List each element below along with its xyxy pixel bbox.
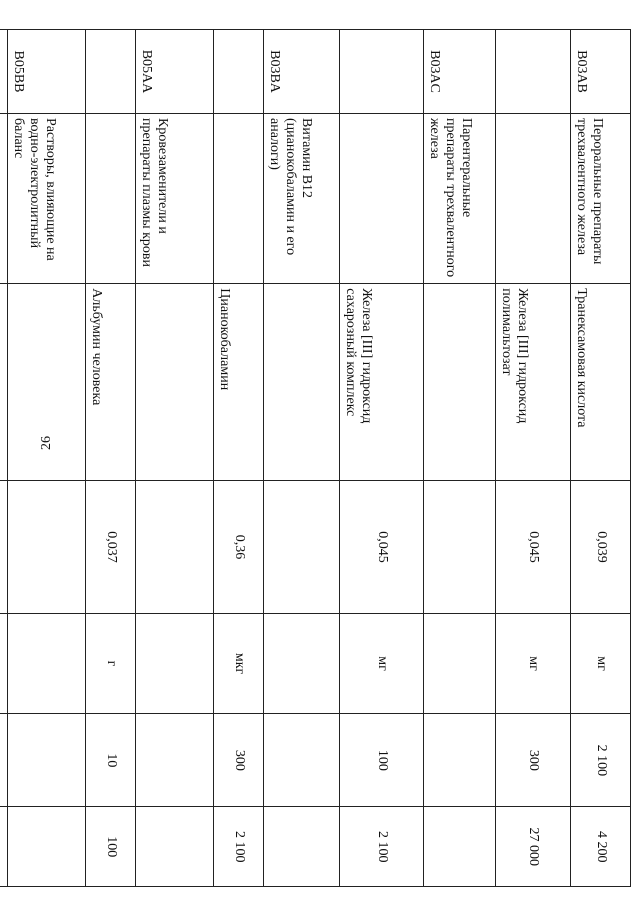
cell-group-name — [0, 114, 8, 284]
cell-daily-dose — [424, 714, 496, 807]
cell-drug-name: Железа [III] гидроксид сахарозный комплекс — [340, 284, 424, 481]
cell-daily-dose: 100 — [340, 714, 424, 807]
cell-atc-code — [214, 30, 264, 114]
cell-drug-name: Транексамовая кислота — [571, 284, 631, 481]
table-row — [340, 30, 424, 887]
table-row — [214, 30, 264, 887]
cell-unit: мг — [496, 613, 571, 714]
cell-group-name — [86, 114, 136, 284]
table-body — [0, 30, 631, 887]
cell-unit — [8, 613, 86, 714]
cell-drug-name: Цианокобаламин — [214, 284, 264, 481]
cell-unit: мг — [571, 613, 631, 714]
cell-atc-code — [0, 30, 8, 114]
table-row — [136, 30, 214, 887]
drug-table — [0, 29, 631, 887]
cell-atc-code — [86, 30, 136, 114]
cell-group-name: Растворы, влияющие на водно-электролитный баланс — [8, 114, 86, 284]
table-row — [86, 30, 136, 887]
cell-group-name: Кровезаменители и препараты плазмы крови — [136, 114, 214, 284]
cell-unit — [0, 613, 8, 714]
cell-coefficient — [136, 481, 214, 613]
cell-unit — [264, 613, 340, 714]
table-row — [571, 30, 631, 887]
cell-drug-name: Альбумин человека — [86, 284, 136, 481]
cell-course-dose: 27 000 — [496, 807, 571, 887]
cell-coefficient: 0,037 — [86, 481, 136, 613]
cell-daily-dose: 2 100 — [571, 714, 631, 807]
cell-drug-name: Железа [III] гидроксид полимальтозат — [496, 284, 571, 481]
cell-coefficient: 0,36 — [214, 481, 264, 613]
cell-atc-code: B03BA — [264, 30, 340, 114]
cell-unit: мг — [340, 613, 424, 714]
cell-daily-dose — [264, 714, 340, 807]
cell-daily-dose: 300 — [496, 714, 571, 807]
cell-coefficient: 0,039 — [571, 481, 631, 613]
cell-drug-name — [424, 284, 496, 481]
cell-unit: г — [86, 613, 136, 714]
cell-atc-code: B03AB — [571, 30, 631, 114]
cell-atc-code: B03AC — [424, 30, 496, 114]
table-row — [264, 30, 340, 887]
cell-atc-code: B05BB — [8, 30, 86, 114]
cell-course-dose: 2 100 — [340, 807, 424, 887]
cell-unit — [136, 613, 214, 714]
cell-daily-dose — [136, 714, 214, 807]
cell-course-dose — [424, 807, 496, 887]
cell-daily-dose: 300 — [214, 714, 264, 807]
table-row — [8, 30, 86, 887]
cell-daily-dose — [8, 714, 86, 807]
cell-group-name: Пероральные препараты трехвалентного железа — [571, 114, 631, 284]
cell-atc-code — [340, 30, 424, 114]
cell-coefficient — [424, 481, 496, 613]
cell-drug-name — [136, 284, 214, 481]
cell-daily-dose: 10 — [86, 714, 136, 807]
cell-course-dose — [264, 807, 340, 887]
cell-unit — [424, 613, 496, 714]
cell-course-dose: 100 — [86, 807, 136, 887]
cell-drug-name — [264, 284, 340, 481]
cell-coefficient: 0,045 — [496, 481, 571, 613]
table-row — [0, 30, 8, 887]
cell-coefficient — [0, 481, 8, 613]
cell-daily-dose — [0, 714, 8, 807]
cell-group-name — [214, 114, 264, 284]
cell-group-name: Парентеральные препараты трехвалентного железа — [424, 114, 496, 284]
page-number: 26 — [39, 436, 54, 450]
cell-coefficient: 0,045 — [340, 481, 424, 613]
cell-course-dose — [136, 807, 214, 887]
cell-drug-name — [8, 284, 86, 481]
table-row — [424, 30, 496, 887]
cell-group-name — [496, 114, 571, 284]
cell-atc-code — [496, 30, 571, 114]
cell-course-dose: 2 100 — [214, 807, 264, 887]
cell-atc-code: B05AA — [136, 30, 214, 114]
cell-course-dose — [0, 807, 8, 887]
cell-unit: мкг — [214, 613, 264, 714]
cell-course-dose — [8, 807, 86, 887]
cell-group-name — [340, 114, 424, 284]
cell-group-name: Витамин В12 (цианокобаламин и его аналоги) — [264, 114, 340, 284]
cell-coefficient — [264, 481, 340, 613]
cell-drug-name — [0, 284, 8, 481]
cell-coefficient — [8, 481, 86, 613]
table-row — [496, 30, 571, 887]
cell-course-dose: 4 200 — [571, 807, 631, 887]
